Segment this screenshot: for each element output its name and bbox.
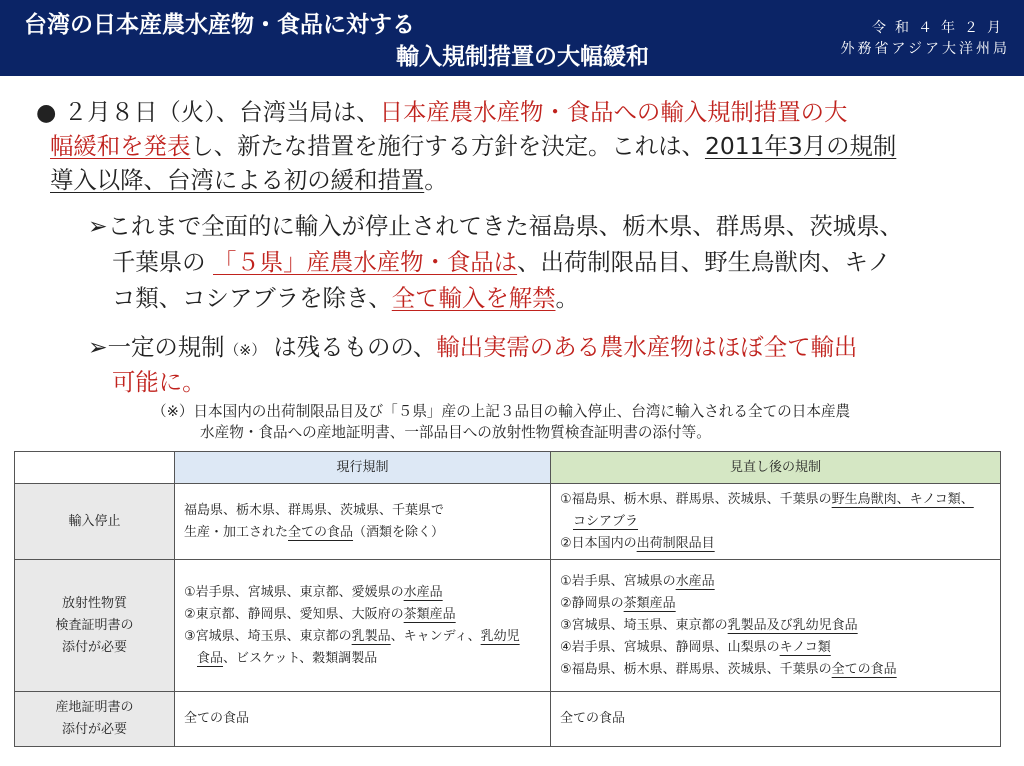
cell-line — [560, 593, 1000, 615]
row-header-origin-cert — [15, 692, 175, 747]
cell-line — [184, 648, 550, 670]
regulation-comparison-table — [14, 451, 1001, 747]
cell-line — [560, 489, 1000, 511]
text: は残るものの、 — [273, 333, 437, 361]
arrow-bullet-icon: ➢ — [88, 333, 108, 361]
table-row-origin-cert — [15, 692, 1001, 747]
underlined-text: 出荷制限品目 — [636, 535, 715, 551]
text: これまで全面的に輸入が停止されてきた福島県、栃木県、群馬県、茨城県、 — [107, 212, 903, 240]
cell-line — [560, 511, 1000, 533]
cell-revised-import-ban — [551, 484, 1001, 560]
highlight-text: 可能に。 — [112, 368, 206, 396]
cell-line — [560, 615, 1000, 637]
cell-line — [184, 626, 550, 648]
cell-line — [560, 637, 1000, 659]
underlined-text: 乳製品 — [351, 628, 391, 644]
underlined-text: 茶類産品 — [623, 595, 676, 611]
underlined-text: 乳製品及び乳幼児食品 — [727, 617, 858, 633]
highlight-text: 幅緩和を発表 — [50, 132, 191, 160]
sub-bullet-2-line-1 — [88, 328, 857, 362]
text: 、ビスケット、穀類調製品 — [223, 650, 378, 666]
cell-line — [560, 533, 1000, 555]
bullet-line-1 — [36, 93, 847, 127]
underlined-text: 食品 — [197, 650, 224, 666]
text: 。 — [424, 166, 448, 194]
header-line: 添付が必要 — [61, 639, 127, 655]
cell-line — [184, 604, 550, 626]
footnote-line-1: （※）日本国内の出荷制限品目及び「５県」産の上記３品目の輸入停止、台湾に輸入される全ての日本産農 — [152, 403, 851, 420]
sub-bullet-1-line-1 — [88, 207, 903, 241]
header-line: 放射性物質 — [61, 595, 127, 611]
highlight-text: 輸出実需のある農水産物はほぼ全て輸出 — [436, 333, 858, 361]
title-line-2: 輸入規制措置の大幅緩和 — [396, 44, 649, 70]
text: ①岩手県、宮城県の — [560, 573, 676, 589]
highlight-text: 全て輸入を解禁 — [391, 284, 556, 312]
text: ①福島県、栃木県、群馬県、茨城県、千葉県の — [560, 491, 832, 507]
cell-line — [560, 571, 1000, 593]
header-line: 産地証明書の — [55, 700, 134, 715]
text: 。 — [555, 284, 579, 312]
text: 千葉県の — [112, 248, 206, 276]
text: ④岩手県、宮城県、静岡県、山梨県の — [560, 639, 780, 655]
bullet-line-3 — [50, 161, 448, 195]
text: ②静岡県の — [560, 595, 624, 611]
underlined-text: 水産品 — [675, 573, 715, 589]
text: ⑤福島県、栃木県、群馬県、茨城県、千葉県の — [560, 661, 832, 677]
underlined-text: 茶類産品 — [403, 606, 456, 622]
sub-bullet-1-line-2 — [112, 243, 891, 277]
underlined-text: 2011年3月の規制 — [704, 132, 897, 160]
cell-line — [184, 582, 550, 604]
column-header-revised: 見直し後の規制 — [551, 452, 1001, 484]
text: ③宮城県、埼玉県、東京都の — [184, 628, 352, 644]
arrow-bullet-icon: ➢ — [88, 212, 108, 240]
underlined-text: 水産品 — [403, 584, 443, 600]
table-row-radiation-cert — [15, 560, 1001, 692]
table-row-import-ban — [15, 484, 1001, 560]
underlined-text: 導入以降、台湾による初の緩和措置 — [50, 166, 425, 194]
text: ②日本国内の — [560, 535, 637, 551]
underlined-text: 全ての食品 — [288, 524, 354, 540]
text: ２月８日（火）、台湾当局は、 — [63, 98, 380, 126]
text: 、出荷制限品目、野生鳥獣肉、キノ — [517, 248, 891, 276]
highlight-text: 「５県」産農水産物・食品は — [213, 248, 518, 276]
underlined-text: コシアブラ — [573, 513, 639, 529]
note-ref: （※） — [224, 342, 266, 359]
bullet-line-2 — [50, 127, 896, 161]
bullet-marker: ● — [36, 98, 57, 126]
row-header-import-ban: 輸入停止 — [15, 484, 175, 560]
underlined-text: キノコ類 — [779, 639, 831, 655]
text: ③宮城県、埼玉県、東京都の — [560, 617, 728, 633]
underlined-text: 野生鳥獣肉、キノコ類、 — [831, 491, 974, 507]
org-label: 外務省アジア大洋州局 — [840, 41, 1010, 57]
cell-current-radiation-cert — [175, 560, 551, 692]
text: 、キャンディ、 — [390, 628, 481, 644]
underlined-text: 全ての食品 — [831, 661, 897, 677]
header-line: 検査証明書の — [55, 617, 134, 633]
cell-line — [184, 522, 550, 544]
cell-current-import-ban — [175, 484, 551, 560]
text: ①岩手県、宮城県、東京都、愛媛県の — [184, 584, 404, 600]
text: ②東京都、静岡県、愛知県、大阪府の — [184, 606, 404, 622]
sub-bullet-1-line-3 — [112, 279, 579, 313]
cell-revised-radiation-cert — [551, 560, 1001, 692]
table-corner-cell — [15, 452, 175, 484]
text: （酒類を除く） — [353, 524, 445, 540]
title-line-1: 台湾の日本産農水産物・食品に対する — [24, 12, 415, 38]
cell-line: 福島県、栃木県、群馬県、茨城県、千葉県で — [184, 502, 445, 518]
cell-line — [560, 659, 1000, 681]
highlight-text: 日本産農水産物・食品への輸入規制措置の大 — [379, 98, 848, 126]
cell-current-origin-cert: 全ての食品 — [175, 692, 551, 747]
date-label: 令和４年２月 — [872, 20, 1010, 36]
sub-bullet-2-line-2 — [112, 363, 206, 397]
header-line: 添付が必要 — [61, 722, 127, 737]
text: 一定の規制 — [107, 333, 225, 361]
table-header-row — [15, 452, 1001, 484]
cell-revised-origin-cert: 全ての食品 — [551, 692, 1001, 747]
text: コ類、コシアブラを除き、 — [112, 284, 392, 312]
footnote-line-2: 水産物・食品への産地証明書、一部品目への放射性物質検査証明書の添付等。 — [200, 424, 711, 441]
text: し、新たな措置を施行する方針を決定。これは、 — [190, 132, 705, 160]
title-banner — [0, 0, 1024, 76]
column-header-current: 現行規制 — [175, 452, 551, 484]
text: 生産・加工された — [184, 524, 289, 540]
row-header-radiation-cert — [15, 560, 175, 692]
underlined-text: 乳幼児 — [480, 628, 520, 644]
